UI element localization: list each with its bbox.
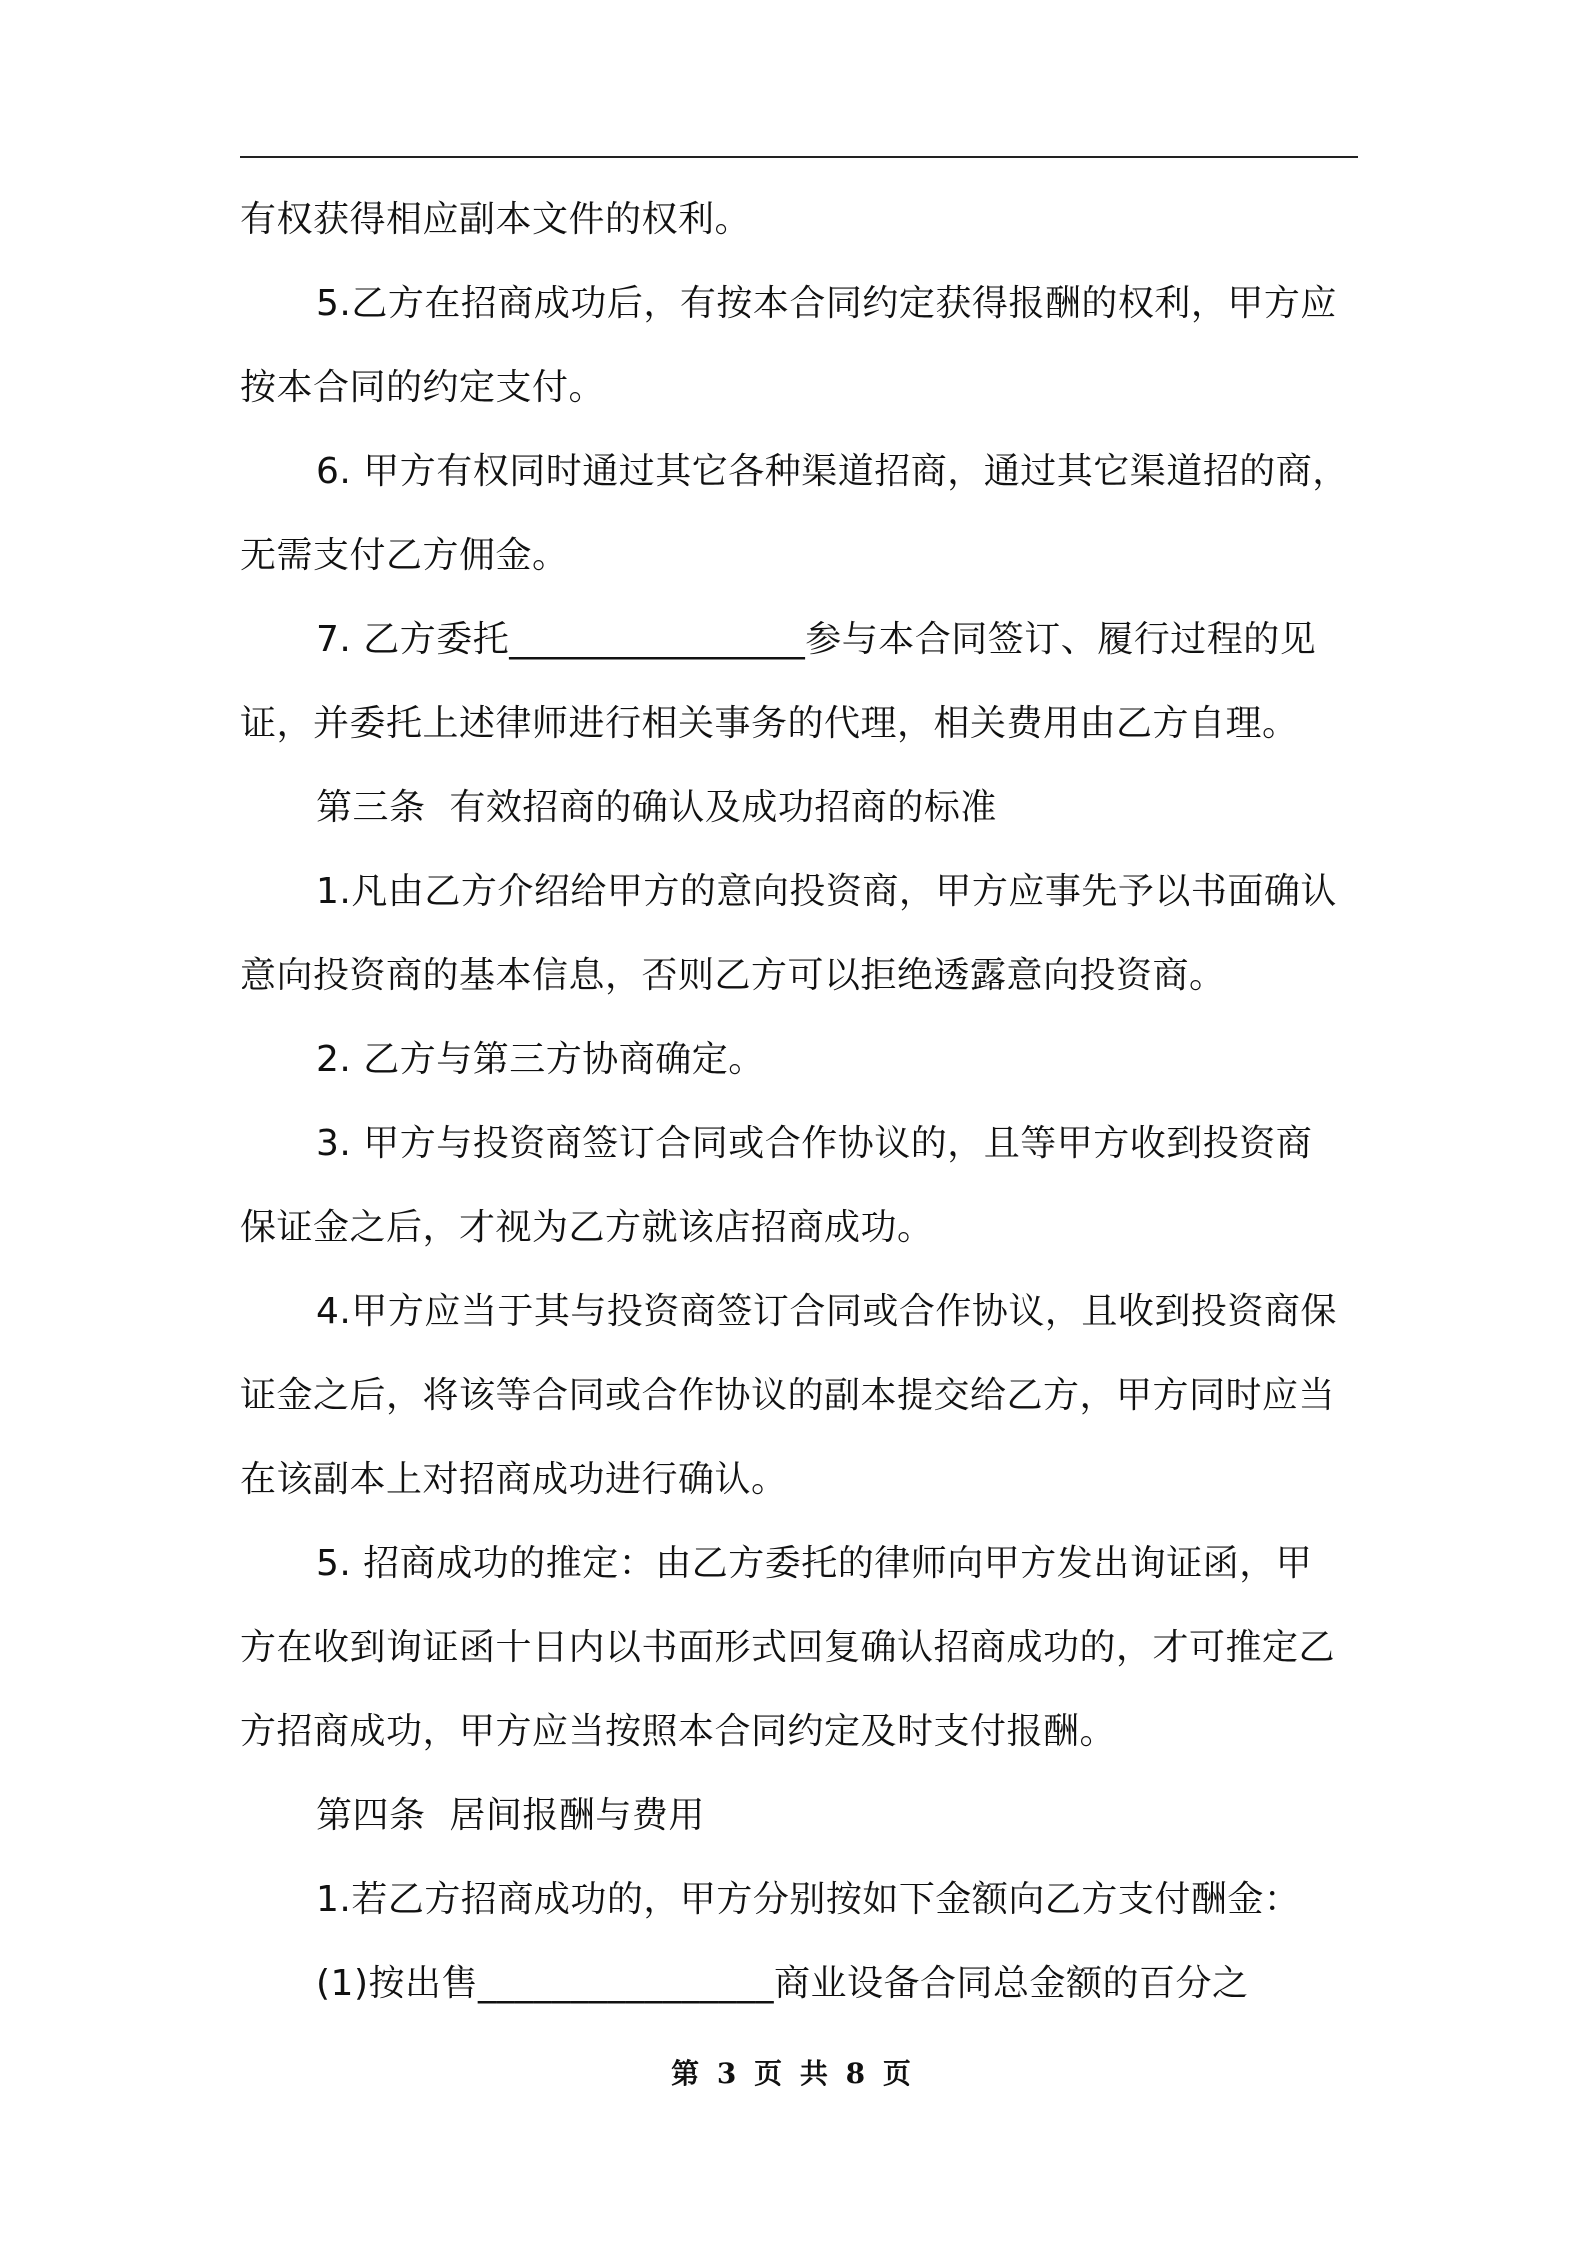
text-line: 按本合同的约定支付。 [240, 367, 606, 408]
section-heading: 第四条 居间报酬与费用 [316, 1795, 705, 1836]
text-line: 5. 招商成功的推定：由乙方委托的律师向甲方发出询证函，甲 [316, 1543, 1313, 1584]
text-line: 保证金之后，才视为乙方就该店招商成功。 [240, 1207, 934, 1248]
page-indicator: 第 3 页 共 8 页 [671, 2057, 915, 2090]
section-heading: 第三条 有效招商的确认及成功招商的标准 [316, 787, 997, 828]
text-line: 证金之后，将该等合同或合作协议的副本提交给乙方，甲方同时应当 [240, 1375, 1336, 1416]
header-rule [240, 156, 1358, 158]
text-line: 6. 甲方有权同时通过其它各种渠道招商，通过其它渠道招的商， [316, 451, 1349, 492]
text-line: 3. 甲方与投资商签订合同或合作协议的，且等甲方收到投资商 [316, 1123, 1313, 1164]
text-line: 5.乙方在招商成功后，有按本合同约定获得报酬的权利，甲方应 [316, 283, 1337, 324]
text-line: 4.甲方应当于其与投资商签订合同或合作协议，且收到投资商保 [316, 1291, 1337, 1332]
text-line: 方在收到询证函十日内以书面形式回复确认招商成功的，才可推定乙 [240, 1627, 1336, 1668]
text-line: 在该副本上对招商成功进行确认。 [240, 1459, 788, 1500]
text-line: 7. 乙方委托________________参与本合同签订、履行过程的见 [316, 619, 1317, 660]
text-line: 证，并委托上述律师进行相关事务的代理，相关费用由乙方自理。 [240, 703, 1299, 744]
text-line: 1.凡由乙方介绍给甲方的意向投资商，甲方应事先予以书面确认 [316, 871, 1337, 912]
text-line: 意向投资商的基本信息，否则乙方可以拒绝透露意向投资商。 [240, 955, 1226, 996]
text-line: 2. 乙方与第三方协商确定。 [316, 1039, 765, 1080]
text-line: (1)按出售________________商业设备合同总金额的百分之 [316, 1963, 1249, 2004]
text-line: 方招商成功，甲方应当按照本合同约定及时支付报酬。 [240, 1711, 1117, 1752]
text-line: 无需支付乙方佣金。 [240, 535, 569, 576]
text-line: 有权获得相应副本文件的权利。 [240, 199, 752, 240]
text-line: 1.若乙方招商成功的，甲方分别按如下金额向乙方支付酬金： [316, 1879, 1301, 1920]
